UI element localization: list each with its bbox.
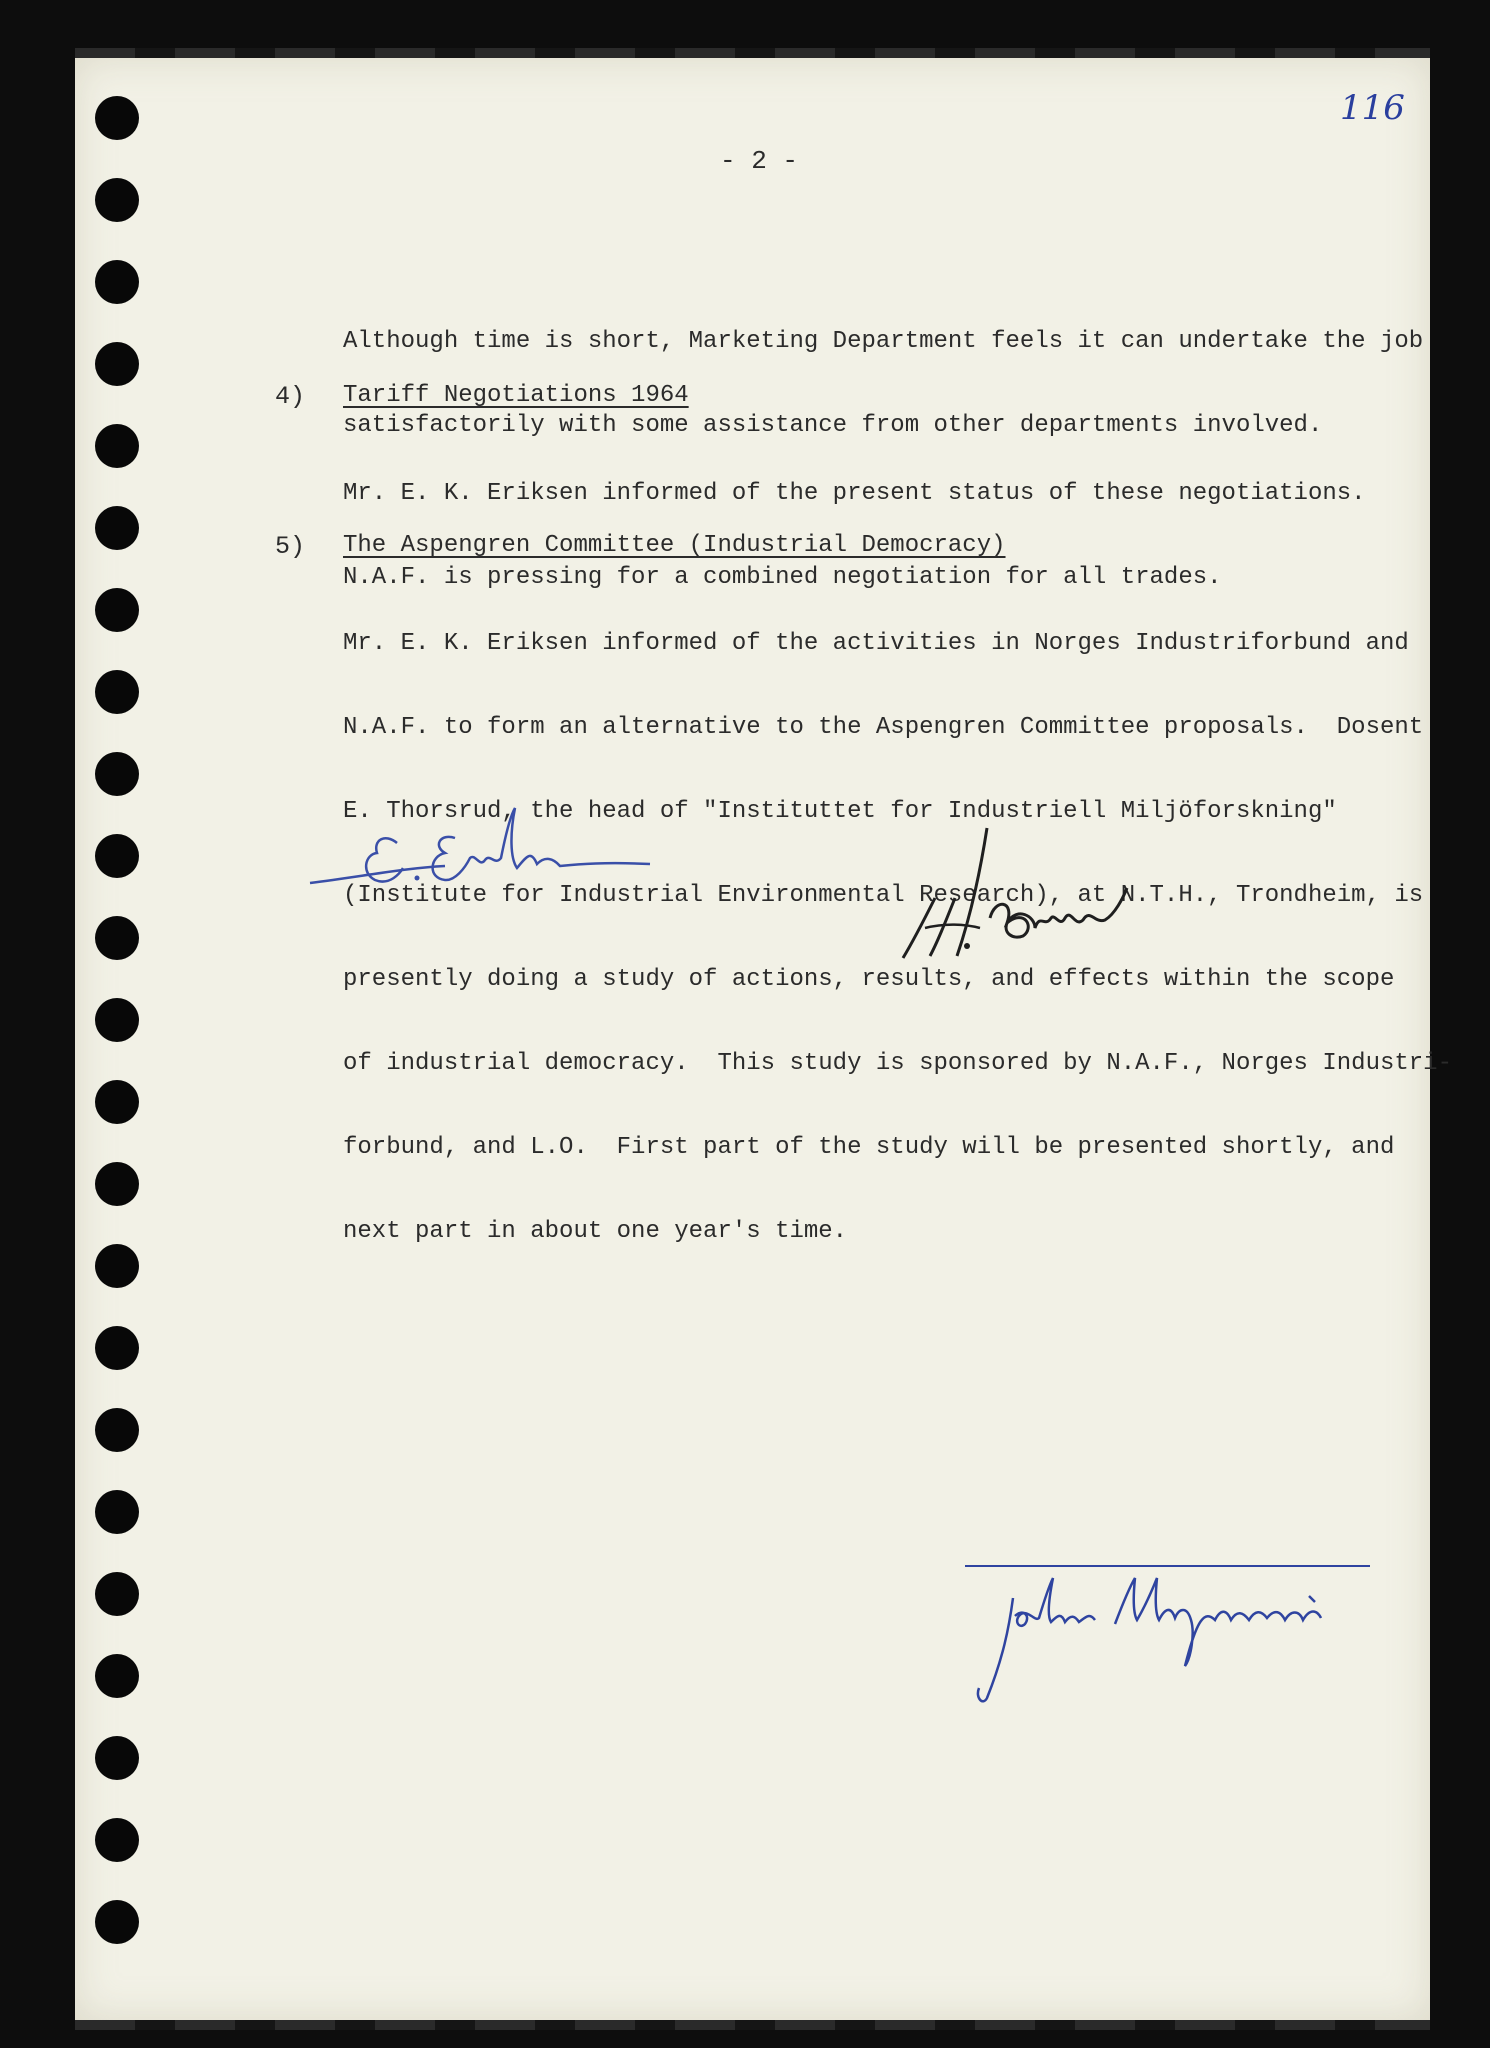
- folio-number: 116: [1340, 88, 1405, 128]
- binder-hole: [95, 916, 139, 960]
- signature-bowim: [895, 828, 1135, 968]
- text-line: (Institute for Industrial Environmental Research), at N.T.H., Trondheim, is: [343, 882, 1424, 909]
- page-number: - 2 -: [720, 146, 799, 176]
- binder-hole: [95, 588, 139, 632]
- text-line: N.A.F. is pressing for a combined negotiation for all trades.: [343, 564, 1222, 591]
- binder-hole: [95, 752, 139, 796]
- text-line: forbund, and L.O. First part of the study will be presented shortly, and: [343, 1134, 1395, 1161]
- signature-eriksen: [305, 798, 665, 918]
- text-line: satisfactorily with some assistance from other departments involved.: [343, 412, 1323, 439]
- text-line: of industrial democracy. This study is sponsored by N.A.F., Norges Industri-: [343, 1050, 1452, 1077]
- binder-hole: [95, 998, 139, 1042]
- signature-magnusson: [965, 1558, 1375, 1708]
- section-title: Tariff Negotiations 1964: [343, 382, 689, 409]
- binder-hole: [95, 834, 139, 878]
- binder-hole: [95, 506, 139, 550]
- text-line: Mr. E. K. Eriksen informed of the activities in Norges Industriforbund and: [343, 630, 1409, 657]
- binder-hole: [95, 260, 139, 304]
- binder-hole: [95, 178, 139, 222]
- text-line: E. Thorsrud, the head of "Instituttet for Industriell Miljöforskning": [343, 798, 1337, 825]
- binder-hole: [95, 1818, 139, 1862]
- document-page: [75, 58, 1452, 2020]
- binder-hole: [95, 96, 139, 140]
- binder-hole: [95, 1490, 139, 1534]
- binder-hole: [95, 1900, 139, 1944]
- section-number: 5): [275, 532, 306, 561]
- binder-hole: [95, 1408, 139, 1452]
- text-line: N.A.F. to form an alternative to the Aspengren Committee proposals. Dosent: [343, 714, 1424, 741]
- binder-hole: [95, 424, 139, 468]
- text-line: Mr. E. K. Eriksen informed of the present status of these negotiations.: [343, 480, 1366, 507]
- text-line: Although time is short, Marketing Department feels it can undertake the job: [343, 328, 1424, 355]
- bottom-clip-strip: [75, 2020, 1430, 2030]
- binder-hole: [95, 1162, 139, 1206]
- section-number: 4): [275, 382, 306, 411]
- binder-hole: [95, 1736, 139, 1780]
- section-title: The Aspengren Committee (Industrial Democracy): [343, 532, 1006, 559]
- text-line: next part in about one year's time.: [343, 1218, 848, 1245]
- binder-hole: [95, 1326, 139, 1370]
- binder-hole: [95, 342, 139, 386]
- binder-hole: [95, 1244, 139, 1288]
- text-line: presently doing a study of actions, results, and effects within the scope: [343, 966, 1395, 993]
- binder-hole: [95, 670, 139, 714]
- binder-hole: [95, 1654, 139, 1698]
- binder-hole: [95, 1572, 139, 1616]
- top-clip-strip: [75, 48, 1430, 58]
- binder-hole: [95, 1080, 139, 1124]
